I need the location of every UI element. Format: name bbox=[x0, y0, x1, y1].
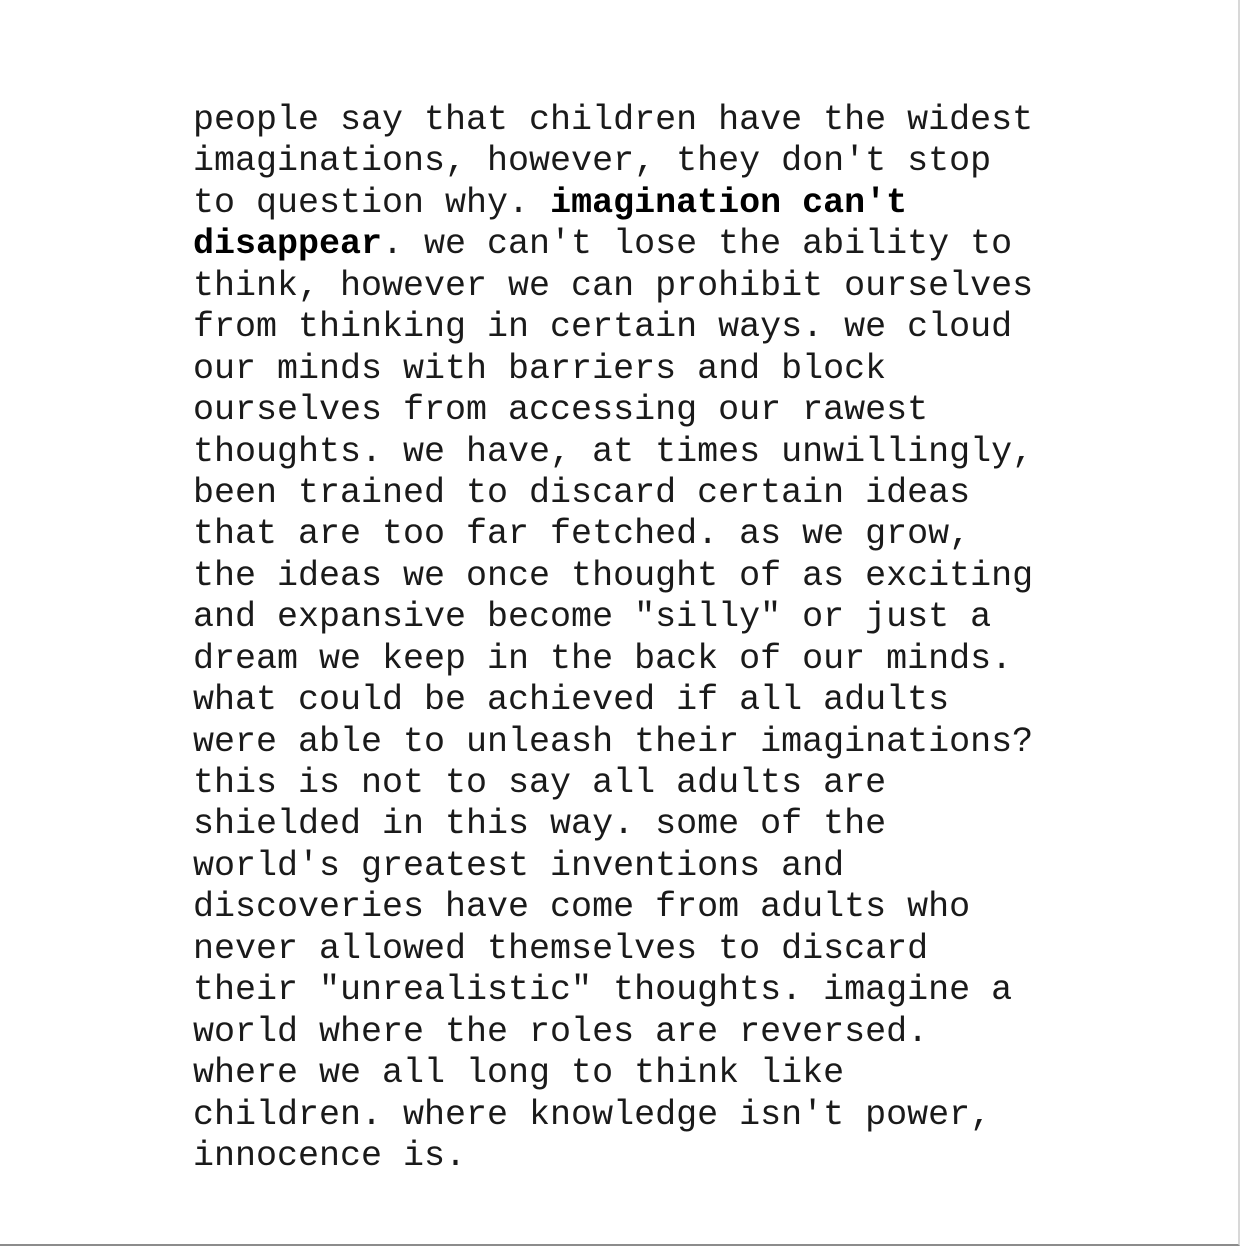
text-line: never allowed themselves to discard bbox=[193, 928, 929, 969]
text-line: our minds with barriers and block bbox=[193, 348, 887, 389]
text-line: discoveries have come from adults who bbox=[193, 887, 971, 928]
text-line: children. where knowledge isn't power, bbox=[193, 1094, 992, 1135]
bold-emphasis: disappear bbox=[193, 224, 383, 265]
bold-emphasis: imagination can't bbox=[550, 182, 908, 223]
text-line: the ideas we once thought of as exciting bbox=[193, 555, 1034, 596]
essay-text bbox=[193, 100, 1093, 1177]
text-line: where we all long to think like bbox=[193, 1053, 845, 1094]
text-line: dream we keep in the back of our minds. bbox=[193, 638, 1013, 679]
text-line: what could be achieved if all adults bbox=[193, 680, 950, 721]
text-line: innocence is. bbox=[193, 1135, 467, 1176]
text-line: were able to unleash their imaginations? bbox=[193, 721, 1034, 762]
text-line: thoughts. we have, at times unwillingly, bbox=[193, 431, 1034, 472]
text-line: that are too far fetched. as we grow, bbox=[193, 514, 971, 555]
text-line: world's greatest inventions and bbox=[193, 845, 845, 886]
text-line: from thinking in certain ways. we cloud bbox=[193, 307, 1013, 348]
text-line: world where the roles are reversed. bbox=[193, 1011, 929, 1052]
text-line: to question why. imagination can't bbox=[193, 182, 908, 223]
text-line: shielded in this way. some of the bbox=[193, 804, 887, 845]
text-line: think, however we can prohibit ourselves bbox=[193, 265, 1034, 306]
text-line: ourselves from accessing our rawest bbox=[193, 390, 929, 431]
text-line: this is not to say all adults are bbox=[193, 763, 887, 803]
text-line: their "unrealistic" thoughts. imagine a bbox=[193, 970, 1013, 1011]
text-line: people say that children have the widest bbox=[193, 100, 1034, 140]
text-line: and expansive become "silly" or just a bbox=[193, 597, 992, 638]
text-line: disappear. we can't lose the ability to bbox=[193, 224, 1013, 265]
text-line: imaginations, however, they don't stop bbox=[193, 141, 992, 182]
text-line: been trained to discard certain ideas bbox=[193, 472, 971, 513]
